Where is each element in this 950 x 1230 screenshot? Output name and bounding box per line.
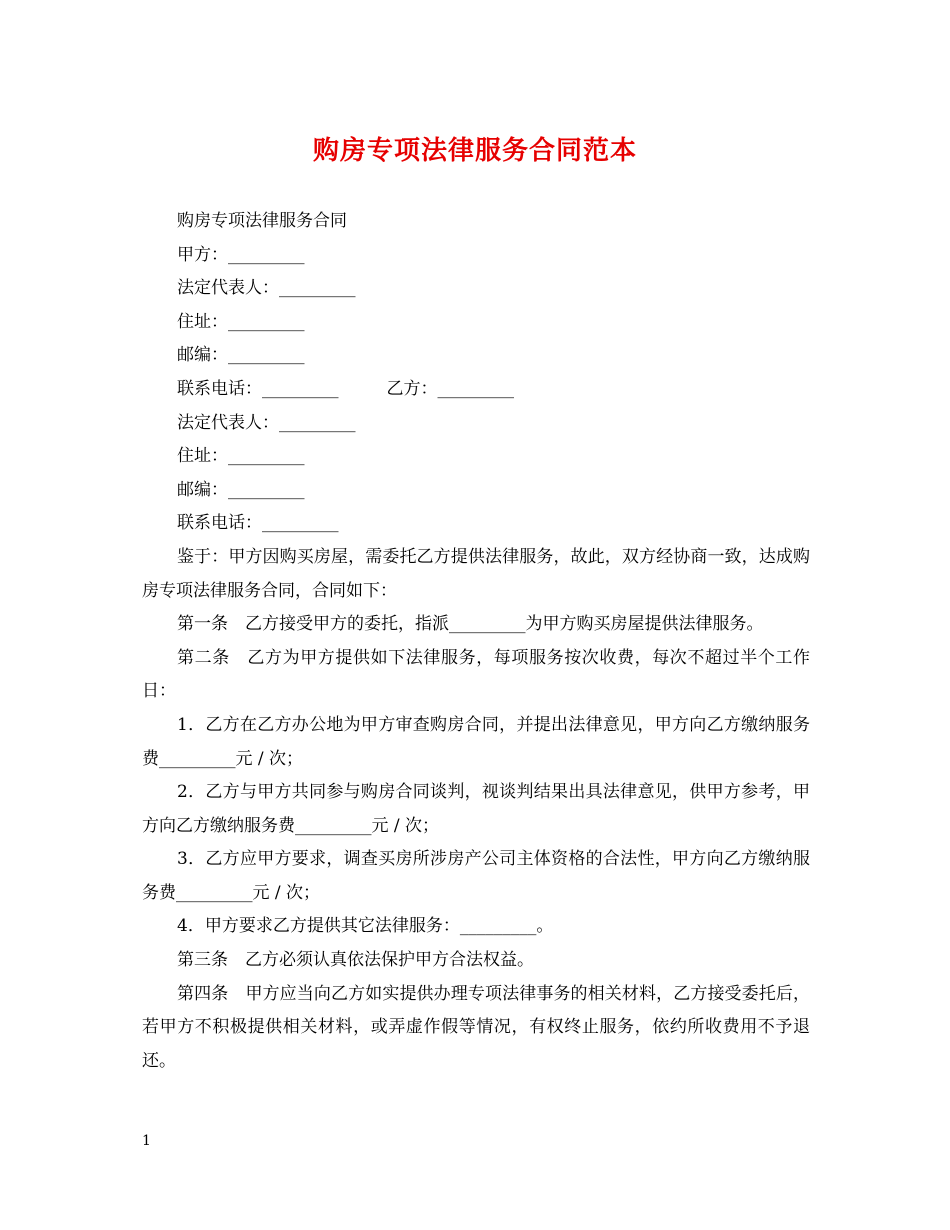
document-body — [142, 205, 810, 1078]
party-b-representative-line: 法定代表人：_________ — [177, 412, 356, 433]
contract-heading: 购房专项法律服务合同 — [177, 211, 347, 231]
party-a-representative-line: 法定代表人：_________ — [177, 278, 356, 299]
article-4-paragraph: 第四条 甲方应当向乙方如实提供办理专项法律事务的相关材料，乙方接受委托后，若甲方不积极提供相关材料，或弄虚作假等情况，有权终止服务，依约所收费用不予退还。 — [142, 983, 810, 1071]
party-b-name-line: 乙方：_________ — [386, 378, 514, 399]
service-item-2: 2．乙方与甲方共同参与购房合同谈判，视谈判结果出具法律意见，供甲方参考，甲方向乙方缴纳服务费_________元 / 次； — [142, 782, 810, 836]
preamble-paragraph: 鉴于：甲方因购买房屋，需委托乙方提供法律服务，故此，双方经协商一致，达成购房专项法律服务合同，合同如下： — [142, 546, 810, 601]
party-b-address-line: 住址：_________ — [177, 446, 305, 467]
article-1-paragraph: 第一条 乙方接受甲方的委托，指派_________为甲方购买房屋提供法律服务。 — [177, 614, 764, 635]
party-b-postcode-line: 邮编：_________ — [177, 479, 305, 500]
party-a-name-line: 甲方：_________ — [177, 244, 305, 265]
party-a-phone-line: 联系电话：_________ — [177, 378, 339, 399]
article-2-paragraph: 第二条 乙方为甲方提供如下法律服务，每项服务按次收费，每次不超过半个工作日： — [142, 647, 810, 702]
party-a-postcode-line: 邮编：_________ — [177, 345, 305, 366]
phone-and-party-b-line — [142, 373, 810, 407]
article-3-paragraph: 第三条 乙方必须认真依法保护甲方合法权益。 — [177, 950, 534, 971]
party-a-address-line: 住址：_________ — [177, 311, 305, 332]
service-item-3: 3．乙方应甲方要求，调查买房所涉房产公司主体资格的合法性，甲方向乙方缴纳服务费_________元 / 次； — [142, 849, 810, 903]
service-item-1: 1．乙方在乙方办公地为甲方审查购房合同，并提出法律意见，甲方向乙方缴纳服务费_________元 / 次； — [142, 714, 810, 769]
party-b-phone-line: 联系电话：_________ — [177, 513, 339, 534]
service-item-4: 4．甲方要求乙方提供其它法律服务：_________。 — [177, 916, 554, 937]
document-title: 购房专项法律服务合同范本 — [312, 136, 637, 166]
page-number: 1 — [142, 1133, 151, 1149]
